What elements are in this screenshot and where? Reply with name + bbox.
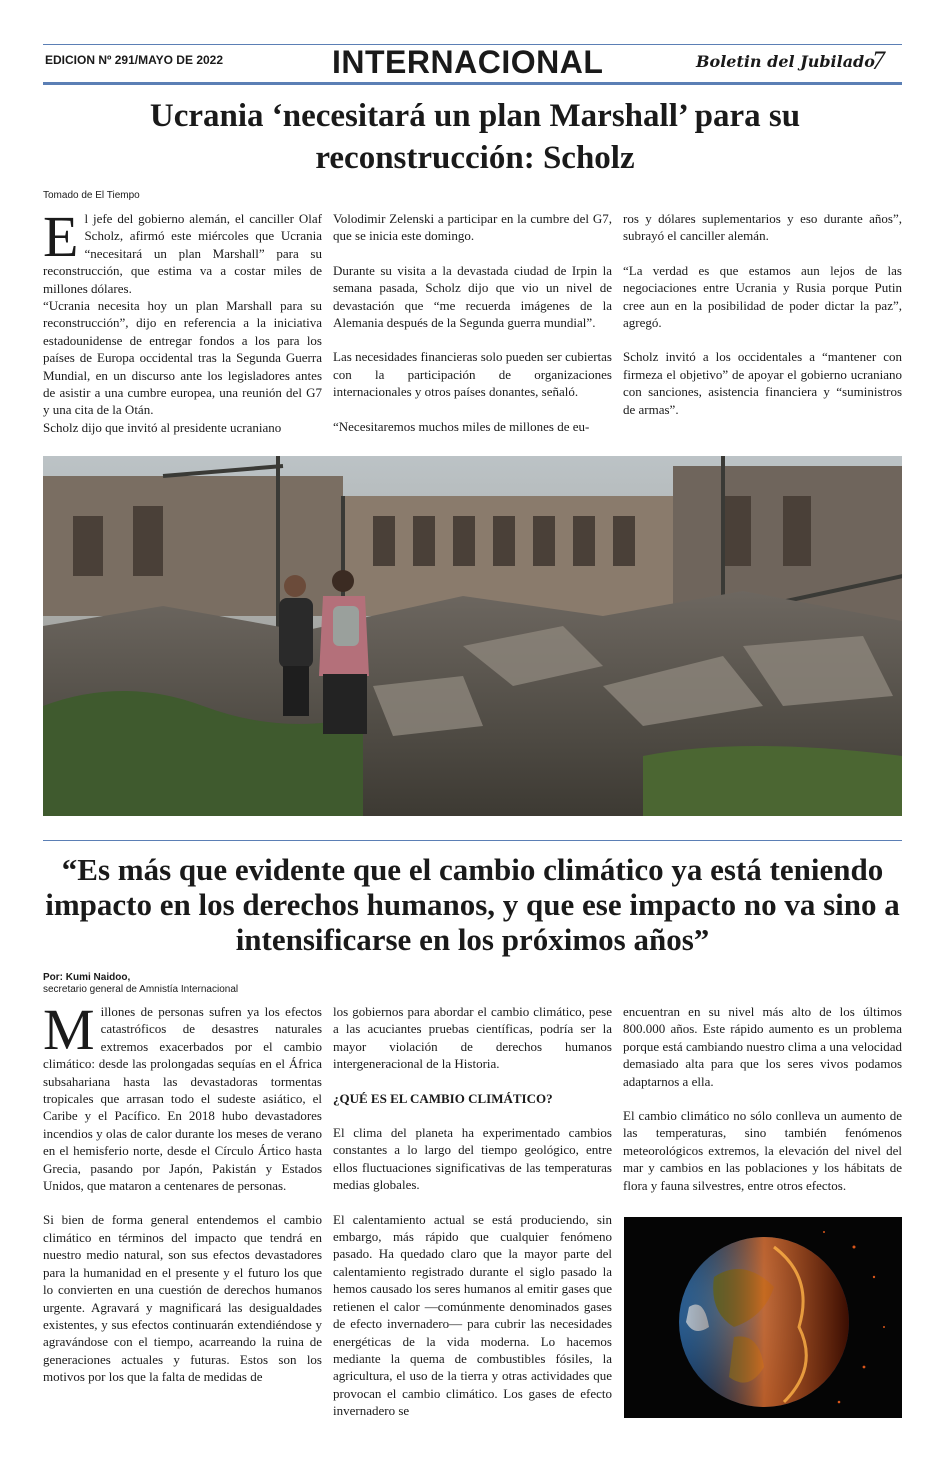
section-separator <box>43 840 902 841</box>
paragraph: Si bien de forma general entendemos el cambio climático en términos del impacto que tendrá en nuestro medio natural, son sus efectos devastadores para la humanidad en el presente y el futuro los que lo convierten en una cuestión de derechos humanos urgente. Agravará y magnificará las desigualdades existentes, y sus efectos continuarán extendiéndose y agravándose con el tiempo, acarreando la ruina de generaciones actuales y futuras. Estos son los motivos por los que la falta de medidas de <box>43 1212 322 1385</box>
paragraph: Las necesidades financieras solo pueden ser cubiertas con la participación de organizaciones internacionales y otros países donantes, señaló. <box>333 349 612 400</box>
article1-column-2 <box>333 210 612 435</box>
byline <box>43 972 238 996</box>
article2-column-1 <box>43 997 322 1386</box>
article2-column-3 <box>623 1003 902 1194</box>
subheading: ¿QUÉ ES EL CAMBIO CLIMÁTICO? <box>333 1090 553 1106</box>
publication-name: Boletin del Jubilado <box>696 52 875 71</box>
header-rule-bottom <box>43 82 902 85</box>
paragraph: El cambio climático no sólo conlleva un aumento de las temperaturas, sino también fenómenos meteorológicos extremos, la elevación del nivel del mar y cambios en las poblaciones y los hábitats de flora y fauna silvestres, entre otros efectos. <box>623 1108 902 1193</box>
paragraph: El clima del planeta ha experimentado cambios constantes a lo largo del tiempo geológico, entre ellos fluctuaciones significativas de las temperaturas medias globales. <box>333 1125 612 1193</box>
ruins-photo <box>43 456 902 816</box>
paragraph: Durante su visita a la devastada ciudad de Irpin la semana pasada, Scholz dijo que vio un nivel de devastación que “me recuerda imágenes de la Alemania después de la Segunda guerra mundial”. <box>333 262 612 331</box>
edition-label: EDICION Nº 291/MAYO DE 2022 <box>45 53 224 67</box>
paragraph: Scholz dijo que invitó al presidente ucraniano <box>43 419 282 435</box>
paragraph: El jefe del gobierno alemán, el canciller Olaf Scholz, afirmó este miércoles que Ucrania “necesitará un plan Marshall” para su reconstrucción, que estima va a costar miles de millones dólares. <box>43 204 322 296</box>
paragraph: “Necesitaremos muchos miles de millones de eu- <box>333 418 590 434</box>
paragraph: “La verdad es que estamos aun lejos de las negociaciones entre Ucrania y Rusia porque Putin cree aun en la posibilidad de poder dictar la paz”, agregó. <box>623 262 902 331</box>
section-title: INTERNACIONAL <box>332 44 604 80</box>
article-source: Tomado de El Tiempo <box>43 190 140 201</box>
paragraph: Volodimir Zelenski a participar en la cumbre del G7, que se inicia este domingo. <box>333 211 612 244</box>
article-headline: Ucrania ‘necesitará un plan Marshall’ para su reconstrucción: Scholz <box>149 98 801 176</box>
page-number: 7 <box>872 46 885 75</box>
paragraph: Scholz invitó a los occidentales a “mantener con firmeza el objetivo” de apoyar el gobierno ucraniano con sanciones, asistencia financiera y “suministros de armas”. <box>623 349 902 417</box>
drop-cap: E <box>43 204 79 269</box>
paragraph: encuentran en su nivel más alto de los últimos 800.000 años. Este rápido aumento es un problema porque está cambiando nuestro clima a una velocidad demasiado alta para que los seres vivos podamos adaptarnos a ella. <box>623 1004 902 1089</box>
paragraph: El calentamiento actual se está produciendo, sin embargo, más rápido que cualquier fenómeno pasado. Ha quedado claro que la mayor parte del calentamiento registrado durante el siglo pasado la hemos causado los seres humanos al emitir gases que retienen el calor —comúnmente denominados gases de efecto invernadero— para cubrir las necesidades energéticas de la vida moderna. Lo hacemos mediante la quema de combustibles fósiles, la agricultura, el uso de la tierra y otras actividades que provocan el cambio climático. Los gases de efecto invernadero se <box>333 1211 612 1419</box>
burning-earth-image <box>624 1217 902 1418</box>
paragraph: Millones de personas sufren ya los efectos catastróficos de desastres naturales extremos exacerbados por el cambio climático: desde las prolongadas sequías en el África subsahariana hasta las devastadoras tormentas tropicales que arrasan todo el sudeste asiático, el Caribe y el Pacífico. En 2018 hubo devastadores incendios y olas de calor durante los meses de verano en el hemisferio norte, desde el Círculo Ártico hasta Grecia, pasando por Japón, Pakistán y Estados Unidos, que mataron a centenares de personas. <box>43 997 322 1194</box>
paragraph: ros y dólares suplementarios y eso durante años”, subrayó el canciller alemán. <box>623 211 902 244</box>
drop-cap: M <box>43 997 95 1062</box>
byline-role: secretario general de Amnistía Internacional <box>43 984 239 995</box>
paragraph: los gobiernos para abordar el cambio climático, pese a las acuciantes pruebas científicas, podría ser la mayor violación de derechos humanos intergeneracional de la Historia. <box>333 1004 612 1072</box>
paragraph: “Ucrania necesita hoy un plan Marshall para su reconstrucción”, dijo en referencia a la iniciativa estadounidense de entregar fondos a los para los países de Europa occidental tras la Segunda Guerra Mundial, en un discurso ante los legisladores antes de asistir a una cumbre europea, una reunión del G7 y una cita de la Otán. <box>43 298 322 418</box>
byline-author: Por: Kumi Naidoo, <box>43 972 131 983</box>
article2-column-2 <box>333 1003 612 1420</box>
article1-column-3 <box>623 210 902 418</box>
pull-quote-headline: “Es más que evidente que el cambio climático ya está teniendo impacto en los derechos humanos, y que ese impacto no va sino a intensificarse en los próximos años” <box>45 852 900 957</box>
article1-column-1 <box>43 204 322 436</box>
